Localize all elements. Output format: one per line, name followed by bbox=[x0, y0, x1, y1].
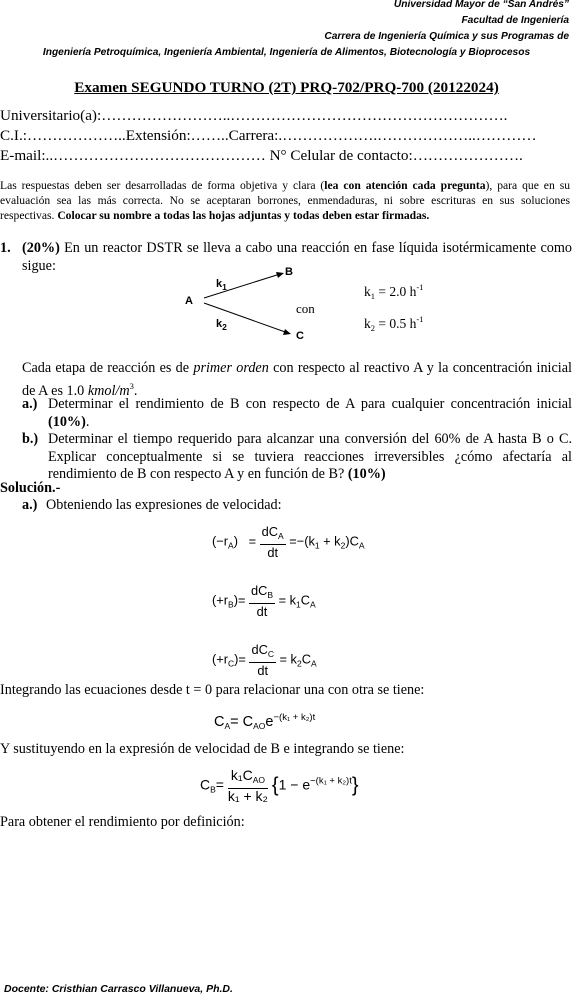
part-a-label: a.) bbox=[22, 396, 38, 412]
k2-arrow-label: $k_2$ bbox=[216, 318, 227, 332]
question-intro: Cada etapa de reacción es de primer orden con respecto al reactivo A y la concentración inicial de A es 1.0 kmol/$m^3$. bbox=[22, 360, 572, 399]
equation-cb: $C_B=$ $\frac{k_1C_{AO}}{\text{k₁ + k₂}}$ $\{1 - e^{-(k_1 + k_2)t}\}$ bbox=[200, 767, 359, 804]
substitute-text: Y sustituyendo en la expresión de velocidad de B e integrando se tiene: bbox=[0, 741, 405, 757]
faculty-name: Facultad de Ingeniería bbox=[461, 15, 569, 26]
exam-title: Examen SEGUNDO TURNO (2T) PRQ-702/PRQ-700 (20122024) bbox=[74, 79, 499, 96]
career-name: Carrera de Ingeniería Química y sus Programas de bbox=[324, 31, 569, 42]
question-number: 1. bbox=[0, 240, 11, 256]
student-field: Universitario(a):……………………..………………………………………………. bbox=[0, 107, 508, 124]
equation-rate-b: $(+r_B)=$ $\frac{dC_B}{dt}$ = $k_1C_A$ bbox=[212, 583, 316, 619]
part-b-text: Determinar el tiempo requerido para alcanzar una conversión del 60% de A hasta B o C. Explicar conceptualmente si se tuviera reacciones irreversibles ¿cómo afectaría al rendimiento de B con respecto A y en función de B? (10%) bbox=[48, 431, 572, 482]
email-phone-field: E-mail:..…………………………………… N° Celular de contacto:…………………. bbox=[0, 147, 523, 164]
k2-value: $k_2 = 0.5$ $h^{-1}$ bbox=[364, 314, 424, 333]
con-label: con bbox=[296, 301, 315, 316]
yield-text: Para obtener el rendimiento por definición: bbox=[0, 814, 245, 830]
product-b: B bbox=[285, 266, 293, 278]
solution-a-text: Obteniendo las expresiones de velocidad: bbox=[46, 497, 282, 513]
integrate-text: Integrando las ecuaciones desde t = 0 para relacionar una con otra se tiene: bbox=[0, 682, 425, 698]
product-c: C bbox=[296, 330, 304, 342]
part-b-label: b.) bbox=[22, 431, 39, 447]
part-a-text: Determinar el rendimiento de B con respecto de A para cualquier concentración inicial (10%). bbox=[48, 396, 572, 430]
solution-title: Solución.- bbox=[0, 480, 61, 496]
university-name: Universidad Mayor de “San Andrés” bbox=[393, 0, 569, 10]
solution-a-label: a.) bbox=[22, 497, 38, 513]
equation-ca: $C_A= C_{AO}e^{-(k_1 + k_2)t}$ bbox=[214, 712, 316, 731]
programs-line: Ingeniería Petroquímica, Ingeniería Ambiental, Ingeniería de Alimentos, Biotecnología y Bioprocesos bbox=[42, 47, 531, 58]
footer-teacher: Docente: Cristhian Carrasco Villanueva, Ph.D. bbox=[4, 983, 233, 995]
reactant-a: A bbox=[185, 295, 193, 307]
question-text: (20%) En un reactor DSTR se lleva a cabo una reacción en fase líquida isotérmicamente como sigue: bbox=[22, 240, 572, 274]
equation-rate-c: $(+r_C)=$ $\frac{dC_C}{dt}$ = $k_2C_A$ bbox=[212, 642, 317, 678]
instructions: Las respuestas deben ser desarrolladas de forma objetiva y clara (lea con atención cada pregunta), para que en su evaluación sea las más correcta. No se aceptaran borrones, enmendaduras, ni sobre escrituras en sus soluciones respectivas. Colocar su nombre a todas las hojas adjuntas y todas deben estar firmadas. bbox=[0, 179, 571, 222]
id-career-field: C.I.:………………..Extensión:……..Carrera:.……………….………………..………… bbox=[0, 127, 537, 144]
equation-rate-a: $(-r_A)$ = $\frac{dC_A}{dt}$ $=-(k_1 + k_2)C_A$ bbox=[212, 524, 365, 560]
k1-arrow-label: $k_1$ bbox=[216, 278, 227, 292]
k1-value: $k_1 = 2.0$ $h^{-1}$ bbox=[364, 282, 424, 301]
